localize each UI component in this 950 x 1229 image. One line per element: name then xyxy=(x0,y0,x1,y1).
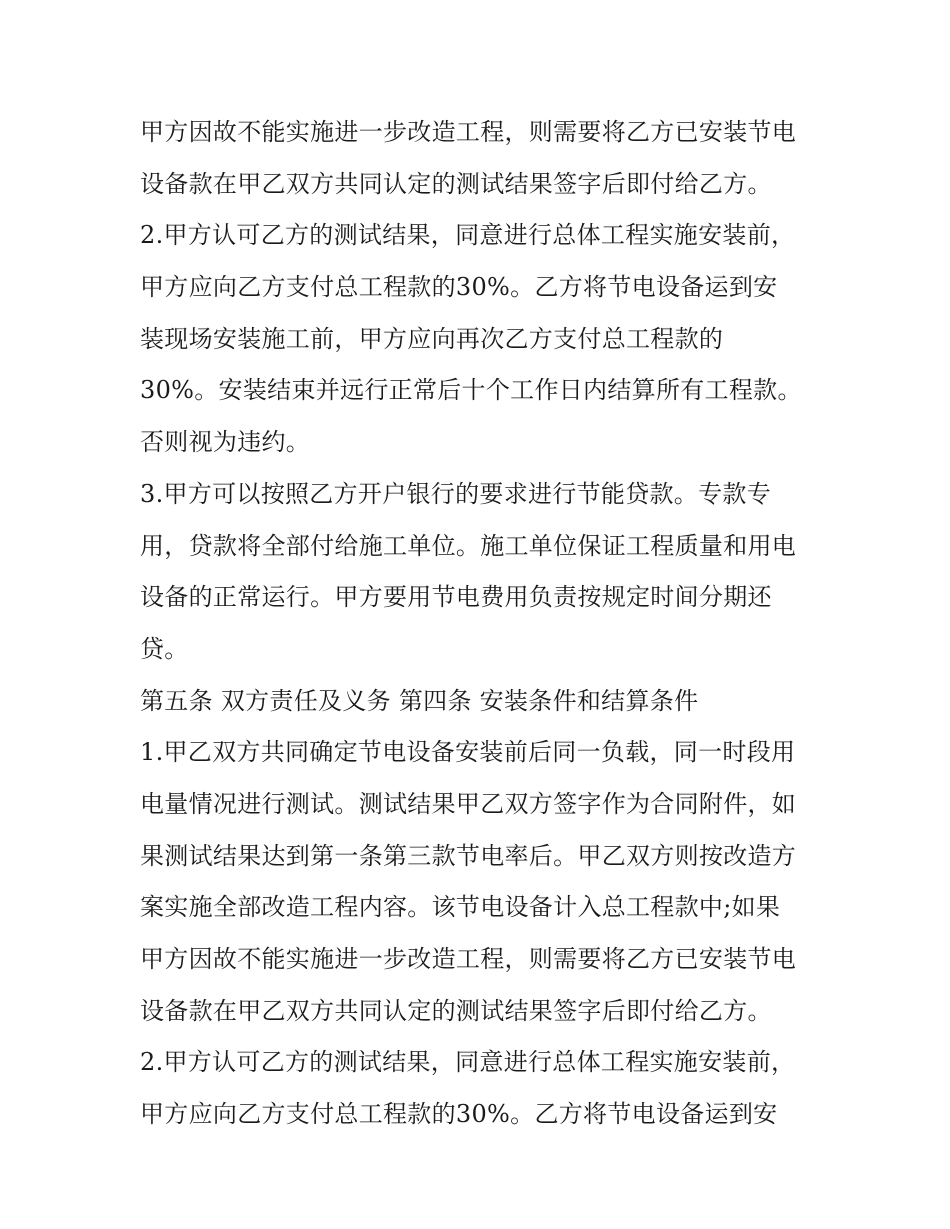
document-body xyxy=(140,107,830,1141)
text-line: 设备款在甲乙双方共同认定的测试结果签字后即付给乙方。 xyxy=(140,996,772,1025)
text-line: 设备的正常运行。甲方要用节电费用负责按规定时间分期还 xyxy=(140,583,772,612)
text-line: 2.甲方认可乙方的测试结果，同意进行总体工程实施安装前， xyxy=(140,1048,796,1077)
text-line: 甲方应向乙方支付总工程款的30%。乙方将节电设备运到安 xyxy=(140,273,778,302)
text-line: 甲方因故不能实施进一步改造工程，则需要将乙方已安装节电 xyxy=(140,118,797,146)
text-line: 装现场安装施工前，甲方应向再次乙方支付总工程款的 xyxy=(140,324,724,353)
section-heading: 第五条 双方责任及义务 第四条 安装条件和结算条件 xyxy=(140,686,699,715)
text-line: 案实施全部改造工程内容。该节电设备计入总工程款中;如果 xyxy=(140,893,781,922)
text-line: 30%。安装结束并远行正常后十个工作日内结算所有工程款。 xyxy=(140,376,802,405)
text-line: 否则视为违约。 xyxy=(140,428,311,457)
text-line: 电量情况进行测试。测试结果甲乙双方签字作为合同附件，如 xyxy=(140,789,797,818)
text-line: 甲方因故不能实施进一步改造工程，则需要将乙方已安装节电 xyxy=(140,945,797,973)
text-line: 1.甲乙双方共同确定节电设备安装前后同一负载，同一时段用 xyxy=(140,738,796,767)
text-line: 果测试结果达到第一条第三款节电率后。甲乙双方则按改造方 xyxy=(140,841,797,870)
text-line: 2.甲方认可乙方的测试结果，同意进行总体工程实施安装前， xyxy=(140,221,796,250)
text-line: 用，贷款将全部付给施工单位。施工单位保证工程质量和用电 xyxy=(140,531,797,560)
text-line: 设备款在甲乙双方共同认定的测试结果签字后即付给乙方。 xyxy=(140,169,772,198)
text-line: 贷。 xyxy=(140,634,189,663)
text-line: 甲方应向乙方支付总工程款的30%。乙方将节电设备运到安 xyxy=(140,1100,778,1129)
text-line: 3.甲方可以按照乙方开户银行的要求进行节能贷款。专款专 xyxy=(140,479,771,508)
